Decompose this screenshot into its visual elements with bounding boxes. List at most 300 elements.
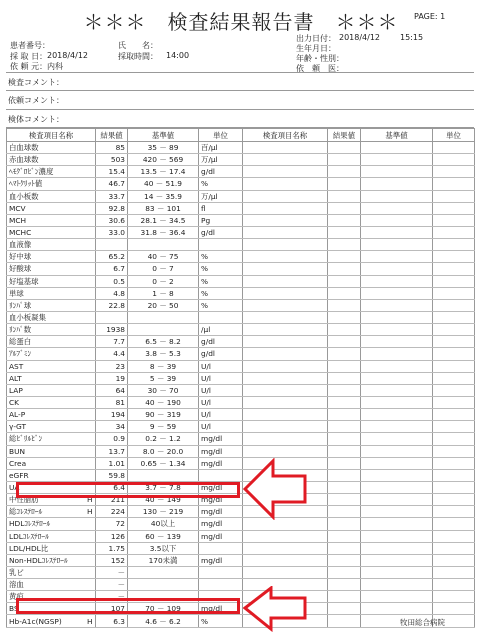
table-row — [7, 542, 243, 554]
result-value: 19 — [96, 372, 128, 384]
reference-range: 40 － 149 — [128, 494, 199, 506]
table-row — [7, 530, 243, 542]
empty-cell — [243, 566, 328, 578]
empty-cell — [433, 178, 475, 190]
empty-cell — [433, 311, 475, 323]
unit — [199, 239, 243, 251]
reference-range: 28.1 － 34.5 — [128, 214, 199, 226]
unit — [199, 579, 243, 591]
reference-range: 70 － 109 — [128, 603, 199, 615]
empty-cell — [243, 384, 328, 396]
empty-row — [243, 530, 475, 542]
empty-cell — [243, 360, 328, 372]
item-name: LDL/HDL比 — [7, 542, 85, 554]
specimen-comment-label: 検体コメント： — [8, 115, 64, 124]
empty-cell — [243, 154, 328, 166]
item-name: 好中球 — [7, 251, 85, 263]
empty-cell — [243, 554, 328, 566]
unit: % — [199, 275, 243, 287]
unit: mg/dl — [199, 530, 243, 542]
col-value-header: 結果値 — [328, 129, 361, 142]
reference-range: 20 － 50 — [128, 299, 199, 311]
table-row — [7, 311, 243, 323]
unit: mg/dl — [199, 554, 243, 566]
empty-row — [243, 324, 475, 336]
flag — [85, 166, 96, 178]
empty-cell — [243, 311, 328, 323]
result-value: 22.8 — [96, 299, 128, 311]
result-value: 46.7 — [96, 178, 128, 190]
empty-cell — [328, 154, 361, 166]
result-value: 107 — [96, 603, 128, 615]
flag — [85, 554, 96, 566]
item-name: MCV — [7, 202, 85, 214]
report-title: ＊＊＊ 検査結果報告書 ＊＊＊ — [83, 10, 399, 34]
empty-cell — [433, 372, 475, 384]
result-value: 92.8 — [96, 202, 128, 214]
empty-cell — [361, 311, 433, 323]
table-row — [7, 360, 243, 372]
empty-cell — [328, 166, 361, 178]
reference-range: 83 － 101 — [128, 202, 199, 214]
item-name: 好塩基球 — [7, 275, 85, 287]
empty-cell — [433, 202, 475, 214]
empty-cell — [243, 324, 328, 336]
reference-range: 170未満 — [128, 554, 199, 566]
reference-range: 30 － 70 — [128, 384, 199, 396]
empty-cell — [328, 287, 361, 299]
unit: U/l — [199, 384, 243, 396]
empty-cell — [361, 457, 433, 469]
flag — [85, 190, 96, 202]
empty-cell — [361, 214, 433, 226]
empty-cell — [328, 518, 361, 530]
request-comment — [6, 91, 474, 110]
unit: mg/dl — [199, 445, 243, 457]
result-value — [96, 239, 128, 251]
result-value: 15.4 — [96, 166, 128, 178]
empty-cell — [433, 214, 475, 226]
empty-cell — [433, 166, 475, 178]
empty-row — [243, 433, 475, 445]
page-number: PAGE: 1 — [414, 12, 446, 21]
empty-cell — [328, 396, 361, 408]
empty-cell — [243, 263, 328, 275]
empty-cell — [433, 251, 475, 263]
empty-cell — [361, 202, 433, 214]
empty-cell — [361, 579, 433, 591]
flag — [85, 530, 96, 542]
empty-row — [243, 299, 475, 311]
empty-cell — [328, 299, 361, 311]
output-date-label: 出力日付： — [296, 34, 336, 43]
reference-range: 60 － 139 — [128, 530, 199, 542]
reference-range — [128, 566, 199, 578]
empty-row — [243, 239, 475, 251]
empty-cell — [433, 324, 475, 336]
reference-range: 9 － 59 — [128, 421, 199, 433]
result-value: 152 — [96, 554, 128, 566]
collect-date: 2018/4/12 — [47, 51, 89, 60]
empty-cell — [328, 506, 361, 518]
empty-cell — [328, 530, 361, 542]
empty-cell — [328, 421, 361, 433]
unit: mg/dl — [199, 494, 243, 506]
empty-cell — [361, 275, 433, 287]
table-row — [7, 445, 243, 457]
empty-cell — [361, 336, 433, 348]
item-name: 溶血 — [7, 579, 85, 591]
empty-row — [243, 409, 475, 421]
flag — [85, 469, 96, 481]
item-name: ﾘﾝﾊﾟ球 — [7, 299, 85, 311]
empty-cell — [433, 579, 475, 591]
reference-range: 35 － 89 — [128, 142, 199, 154]
flag — [85, 251, 96, 263]
item-name: LAP — [7, 384, 85, 396]
empty-cell — [361, 299, 433, 311]
table-row — [7, 336, 243, 348]
empty-cell — [361, 603, 433, 615]
table-row — [7, 275, 243, 287]
empty-row — [243, 311, 475, 323]
empty-cell — [328, 311, 361, 323]
item-name: AST — [7, 360, 85, 372]
item-name: 血小板凝集 — [7, 311, 85, 323]
unit: mg/dl — [199, 506, 243, 518]
empty-cell — [328, 457, 361, 469]
item-name: LDLｺﾚｽﾃﾛｰﾙ — [7, 530, 85, 542]
flag — [85, 384, 96, 396]
result-value: 7.7 — [96, 336, 128, 348]
col-range-header: 基準値 — [361, 129, 433, 142]
reference-range: 40以上 — [128, 518, 199, 530]
empty-cell — [243, 214, 328, 226]
table-header-row — [7, 129, 243, 142]
empty-cell — [328, 615, 361, 627]
item-name: BS — [7, 603, 85, 615]
unit — [199, 542, 243, 554]
unit — [199, 311, 243, 323]
exam-comment — [6, 72, 474, 91]
col-range-header: 基準値 — [128, 129, 199, 142]
reference-range: 0.2 － 1.2 — [128, 433, 199, 445]
request-comment-label: 依頼コメント： — [8, 96, 64, 105]
unit: % — [199, 299, 243, 311]
unit: mg/dl — [199, 457, 243, 469]
flag — [85, 336, 96, 348]
empty-cell — [433, 457, 475, 469]
empty-cell — [243, 542, 328, 554]
empty-cell — [328, 178, 361, 190]
empty-cell — [243, 142, 328, 154]
empty-cell — [433, 469, 475, 481]
output-date: 2018/4/12 — [339, 33, 381, 42]
table-row — [7, 409, 243, 421]
empty-cell — [328, 190, 361, 202]
dob-label: 生年月日： — [296, 44, 336, 53]
empty-cell — [328, 275, 361, 287]
flag — [85, 360, 96, 372]
result-value: 211 — [96, 494, 128, 506]
unit: 万/μl — [199, 190, 243, 202]
item-name: 白血球数 — [7, 142, 85, 154]
item-name: MCHC — [7, 226, 85, 238]
empty-cell — [433, 154, 475, 166]
empty-cell — [433, 591, 475, 603]
empty-cell — [433, 518, 475, 530]
empty-row — [243, 190, 475, 202]
reference-range: 0 － 2 — [128, 275, 199, 287]
empty-row — [243, 336, 475, 348]
flag — [85, 154, 96, 166]
empty-cell — [328, 494, 361, 506]
unit — [199, 566, 243, 578]
result-value: 194 — [96, 409, 128, 421]
empty-cell — [361, 409, 433, 421]
reference-range: 3.7 － 7.8 — [128, 481, 199, 493]
table-row — [7, 554, 243, 566]
empty-cell — [433, 506, 475, 518]
unit: 万/μl — [199, 154, 243, 166]
results-table-secondary — [242, 128, 475, 628]
arrow-left-icon — [243, 586, 307, 632]
empty-cell — [433, 421, 475, 433]
empty-cell — [361, 154, 433, 166]
flag — [85, 239, 96, 251]
empty-cell — [328, 566, 361, 578]
col-value-header: 結果値 — [96, 129, 128, 142]
reference-range: 13.5 － 17.4 — [128, 166, 199, 178]
result-value: 13.7 — [96, 445, 128, 457]
empty-row — [243, 226, 475, 238]
empty-row — [243, 287, 475, 299]
col-unit-header: 単位 — [433, 129, 475, 142]
table-row — [7, 226, 243, 238]
result-value: 85 — [96, 142, 128, 154]
item-name: 単球 — [7, 287, 85, 299]
empty-cell — [328, 481, 361, 493]
flag — [85, 299, 96, 311]
empty-cell — [328, 542, 361, 554]
unit: /μl — [199, 324, 243, 336]
table-row — [7, 239, 243, 251]
empty-cell — [433, 348, 475, 360]
result-value: 33.7 — [96, 190, 128, 202]
col-item-header: 検査項目名称 — [7, 129, 96, 142]
item-name: Crea — [7, 457, 85, 469]
table-row — [7, 506, 243, 518]
reference-range: 1 － 8 — [128, 287, 199, 299]
results-table — [6, 128, 243, 628]
empty-cell — [433, 542, 475, 554]
item-name: 中性脂肪 — [7, 494, 85, 506]
empty-cell — [328, 603, 361, 615]
flag — [85, 202, 96, 214]
empty-cell — [243, 530, 328, 542]
collect-time-label: 採取時間： — [118, 52, 158, 61]
empty-cell — [243, 372, 328, 384]
unit: U/l — [199, 360, 243, 372]
output-time: 15:15 — [400, 33, 424, 42]
doctor-label: 依 頼 医： — [296, 64, 344, 73]
flag — [85, 518, 96, 530]
empty-cell — [243, 190, 328, 202]
flag — [85, 311, 96, 323]
dept: 内科 — [47, 62, 63, 71]
flag — [85, 263, 96, 275]
empty-cell — [433, 360, 475, 372]
empty-cell — [328, 372, 361, 384]
unit: U/l — [199, 409, 243, 421]
result-value: 33.0 — [96, 226, 128, 238]
unit: % — [199, 178, 243, 190]
result-value: 23 — [96, 360, 128, 372]
empty-cell — [243, 433, 328, 445]
table-row — [7, 251, 243, 263]
item-name: CK — [7, 396, 85, 408]
empty-cell — [243, 226, 328, 238]
reference-range — [128, 239, 199, 251]
table-row — [7, 579, 243, 591]
result-value: 34 — [96, 421, 128, 433]
empty-cell — [328, 360, 361, 372]
reference-range — [128, 579, 199, 591]
table-row — [7, 396, 243, 408]
empty-cell — [328, 226, 361, 238]
reference-range: 40 － 190 — [128, 396, 199, 408]
empty-cell — [243, 336, 328, 348]
flag — [85, 142, 96, 154]
highlight-box-hba1c — [16, 598, 240, 614]
unit: 百/μl — [199, 142, 243, 154]
empty-cell — [361, 226, 433, 238]
result-value: 59.8 — [96, 469, 128, 481]
empty-cell — [361, 348, 433, 360]
item-name: 総ﾋﾞﾘﾙﾋﾞﾝ — [7, 433, 85, 445]
empty-cell — [243, 409, 328, 421]
result-value: 65.2 — [96, 251, 128, 263]
table-row — [7, 372, 243, 384]
empty-row — [243, 166, 475, 178]
flag: H — [85, 506, 96, 518]
flag — [85, 421, 96, 433]
empty-cell — [243, 421, 328, 433]
reference-range: 0 － 7 — [128, 263, 199, 275]
empty-cell — [433, 433, 475, 445]
empty-cell — [361, 421, 433, 433]
unit: fl — [199, 202, 243, 214]
item-name: ﾘﾝﾊﾟ数 — [7, 324, 85, 336]
empty-cell — [361, 481, 433, 493]
empty-cell — [361, 251, 433, 263]
empty-row — [243, 263, 475, 275]
empty-cell — [361, 433, 433, 445]
unit: U/l — [199, 372, 243, 384]
empty-cell — [361, 530, 433, 542]
empty-cell — [433, 603, 475, 615]
empty-cell — [433, 566, 475, 578]
reference-range: 0.65 － 1.34 — [128, 457, 199, 469]
empty-cell — [361, 287, 433, 299]
reference-range: 31.8 － 36.4 — [128, 226, 199, 238]
empty-row — [243, 154, 475, 166]
item-name: eGFR — [7, 469, 85, 481]
flag — [85, 287, 96, 299]
empty-cell — [433, 396, 475, 408]
patient-no-label: 患者番号： — [10, 41, 50, 50]
table-row — [7, 190, 243, 202]
empty-cell — [328, 202, 361, 214]
item-name: BUN — [7, 445, 85, 457]
dept-label: 依 頼 元： — [10, 62, 48, 71]
flag — [85, 457, 96, 469]
item-name: ﾍﾓｸﾞﾛﾋﾞﾝ濃度 — [7, 166, 85, 178]
empty-row — [243, 554, 475, 566]
table-row — [7, 566, 243, 578]
table-row — [7, 178, 243, 190]
unit: g/dl — [199, 226, 243, 238]
flag — [85, 396, 96, 408]
empty-cell — [433, 142, 475, 154]
item-name: MCH — [7, 214, 85, 226]
result-value: 72 — [96, 518, 128, 530]
unit: g/dl — [199, 166, 243, 178]
empty-cell — [328, 336, 361, 348]
reference-range: 14 － 35.9 — [128, 190, 199, 202]
empty-cell — [361, 542, 433, 554]
unit: mg/dl — [199, 433, 243, 445]
empty-cell — [328, 469, 361, 481]
result-value: 4.4 — [96, 348, 128, 360]
col-item-header: 検査項目名称 — [243, 129, 328, 142]
reference-range — [128, 311, 199, 323]
empty-cell — [361, 518, 433, 530]
item-name: 総ｺﾚｽﾃﾛｰﾙ — [7, 506, 85, 518]
arrow-left-icon — [243, 458, 307, 520]
unit: mg/dl — [199, 518, 243, 530]
flag — [85, 433, 96, 445]
collect-date-label: 採 取 日： — [10, 52, 48, 61]
empty-cell — [361, 190, 433, 202]
empty-cell — [243, 299, 328, 311]
reference-range: 40 － 75 — [128, 251, 199, 263]
empty-row — [243, 251, 475, 263]
flag — [85, 542, 96, 554]
item-name: 血小板数 — [7, 190, 85, 202]
unit — [199, 469, 243, 481]
empty-row — [243, 566, 475, 578]
reference-range: 4.6 － 6.2 — [128, 615, 199, 627]
table-row — [7, 202, 243, 214]
empty-cell — [361, 166, 433, 178]
empty-cell — [243, 445, 328, 457]
empty-cell — [328, 214, 361, 226]
table-row — [7, 142, 243, 154]
result-value: 1.75 — [96, 542, 128, 554]
result-value: 64 — [96, 384, 128, 396]
empty-cell — [328, 324, 361, 336]
highlight-box-triglyceride — [16, 482, 240, 498]
empty-cell — [243, 202, 328, 214]
flag — [85, 566, 96, 578]
empty-row — [243, 384, 475, 396]
empty-row — [243, 142, 475, 154]
result-value: 1938 — [96, 324, 128, 336]
unit: mg/dl — [199, 481, 243, 493]
empty-cell — [433, 287, 475, 299]
flag — [85, 348, 96, 360]
